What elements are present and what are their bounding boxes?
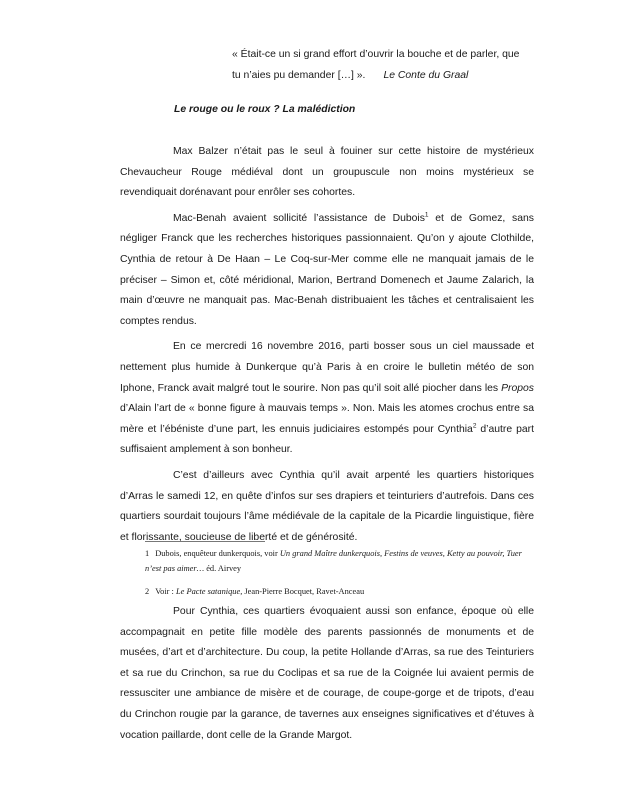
epigraph <box>232 44 532 86</box>
footnote <box>145 547 530 576</box>
body-text-lower <box>120 602 534 746</box>
paragraph-text: et de Gomez, sans négliger Franck que les recherches historiques passionnaient. Qu’on y ajoute Clothilde, Cynthia de retour à De Haan – Le Coq-sur-Mer comme elle ne manquait jamais de le préciser – Simon et, côté méridional, Marion, Bertrand Domenech et Jaume Zalarich, la main d’œuvre ne manquait pas. Mac-Benah distribuaient les tâches et centralisaient les comptes rendus. <box>120 212 534 327</box>
paragraph <box>120 209 534 333</box>
paragraph: C’est d’ailleurs avec Cynthia qu’il avait arpenté les quartiers historiques d’Arras le samedi 12, en quête d’infos sur ses drapiers et teinturiers d’autrefois. Dans ces quartiers sourdait toujours l’âme médiévale de la capitale de la Picardie linguistique, fière et florissante, soucieuse de liberté et de générosité. <box>120 469 534 543</box>
footnote-text: , Jean-Pierre Bocquet, Ravet-Anceau <box>240 587 365 596</box>
italic-title: Propos <box>501 382 534 394</box>
section-heading: Le rouge ou le roux ? La malédiction <box>174 104 356 115</box>
footnote-italic: Le Pacte satanique <box>175 587 241 596</box>
footnote-text: Dubois, enquêteur dunkerquois, voir <box>155 549 280 558</box>
paragraph-text: d’Alain l’art de « bonne figure à mauvais temps ». Non. Mais les atomes crochus entre sa mère et l’ébéniste d’une part, les ennuis judiciaires estompés pour Cynthia <box>120 403 534 435</box>
footnote-ref[interactable]: 1 <box>424 211 429 219</box>
paragraph-text: d’autre part suffisaient amplement à son bonheur. <box>120 423 534 456</box>
footnote-ref[interactable]: 2 <box>472 422 477 430</box>
footnote-text: Voir : <box>155 587 176 596</box>
paragraph-text: Mac-Benah avaient sollicité l’assistance de Dubois <box>173 212 425 224</box>
body-text-upper <box>120 142 534 548</box>
paragraph-text: En ce mercredi 16 novembre 2016, parti bosser sous un ciel maussade et nettement plus humide à Dunkerque qu’à Paris à en croire le bulletin météo de son Iphone, Franck avait malgré tout le sourire. Non pas qu’il soit allé piocher dans les <box>120 341 534 394</box>
epigraph-line: « Était-ce un si grand effort d’ouvrir la bouche et de parler, que <box>232 49 520 60</box>
footnote-separator <box>145 541 265 542</box>
footnote-number: 1 <box>145 549 150 558</box>
epigraph-text: tu n’aies pu demander […] ». <box>232 70 366 81</box>
footnote-italic: Un grand Maître dunkerquois, Festins de veuves, Ketty au pouvoir, Tuer n’est pas aimer… <box>145 549 522 573</box>
epigraph-line <box>232 65 532 86</box>
paragraph: Pour Cynthia, ces quartiers évoquaient aussi son enfance, époque où elle accompagnait en petite fille modèle des parents passionnés de monuments et de musées, d’art et d’architecture. Du coup, la petite Hollande d’Arras, sa rue des Teinturiers et sa rue du Crinchon, sa rue du Coclipas et sa rue de la Coignée lui avaient permis de ressusciter une ambiance de misère et de courage, de coupe-gorge et de tripots, d’eau du Crinchon rougie par la garance, de tavernes aux enseignes significatives et d’étuves à vocation paillarde, dont celle de la Grande Margot. <box>120 606 534 741</box>
footnote <box>145 585 530 600</box>
paragraph <box>120 337 534 461</box>
footnote-number: 2 <box>145 587 150 596</box>
epigraph-source: Le Conte du Graal <box>383 70 469 81</box>
paragraph: Max Balzer n’était pas le seul à fouiner sur cette histoire de mystérieux Chevaucheur Rouge médiéval dont un groupuscule non moins mystérieux se revendiquait dorénavant pour enrôler ses cohortes. <box>120 146 534 199</box>
footnote-text: éd. Airvey <box>204 563 242 573</box>
